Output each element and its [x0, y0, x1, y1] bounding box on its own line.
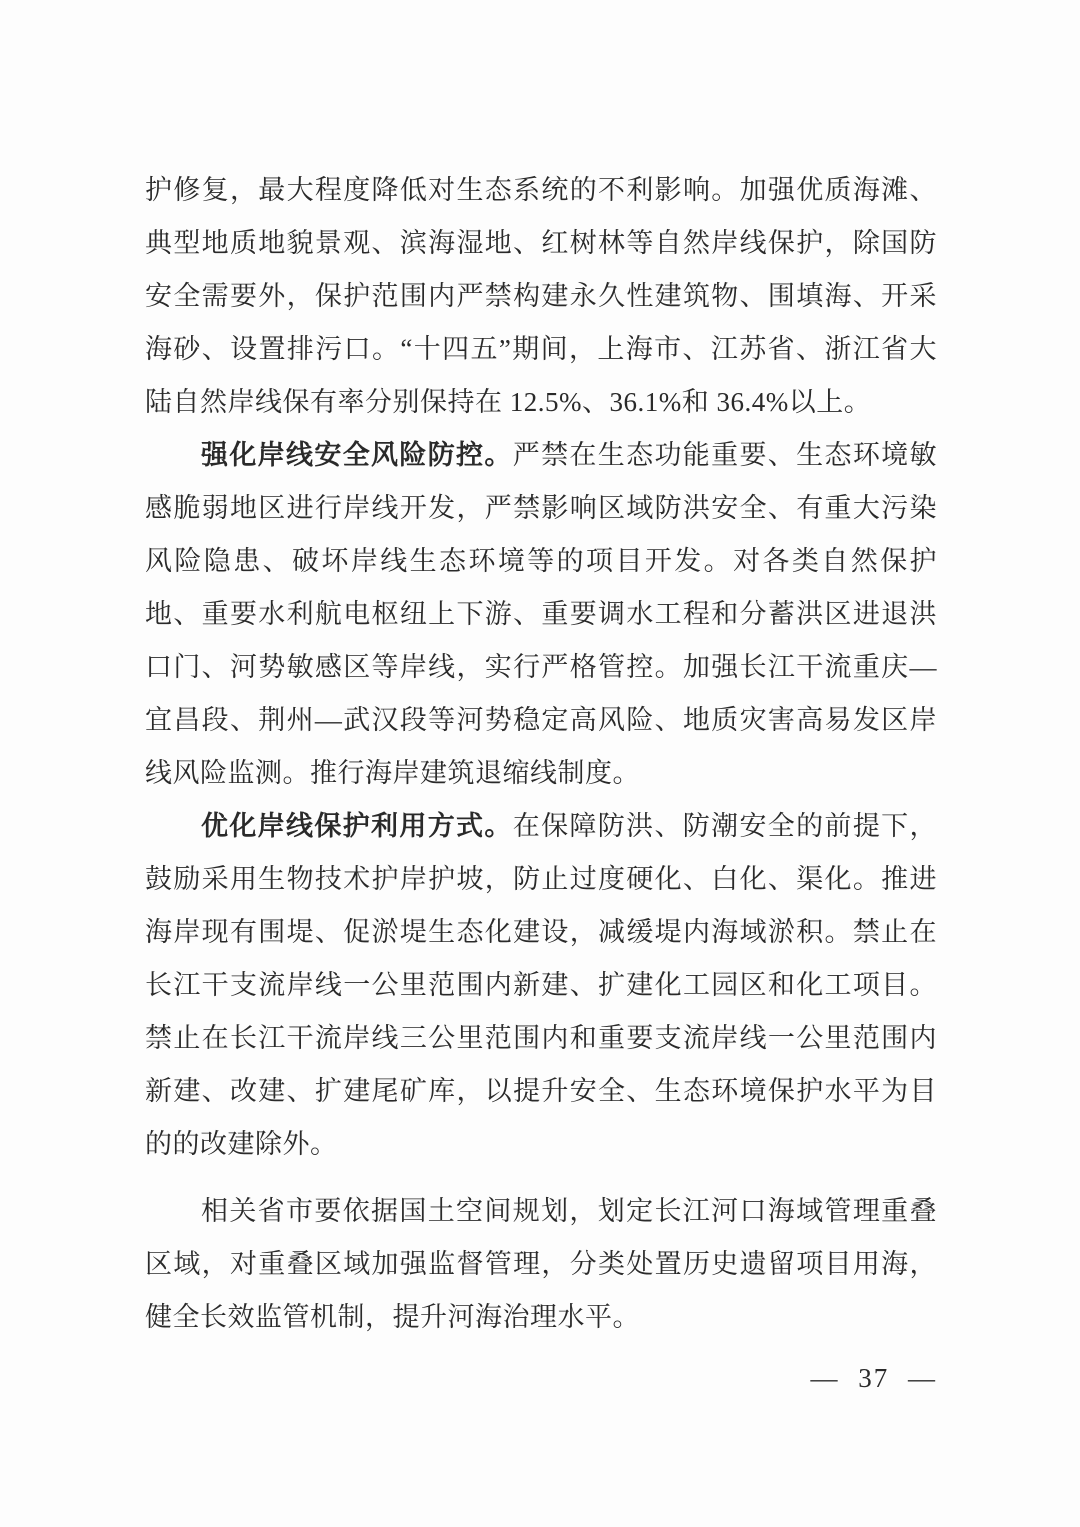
- paragraph-lead-bold: 强化岸线安全风险防控。: [201, 440, 513, 470]
- paragraph-shoreline-safety-risk-control: [145, 429, 937, 800]
- paragraph-text: 在保障防洪、防潮安全的前提下，鼓励采用生物技术护岸护坡，防止过度硬化、白化、渠化。推进海岸现有围堤、促淤堤生态化建设，减缓堤内海域淤积。禁止在长江干支流岸线一公里范围内新建、扩建化工园区和化工项目。禁止在长江干流岸线三公里范围内和重要支流岸线一公里范围内新建、改建、扩建尾矿库，以提升安全、生态环境保护水平为目的的改建除外。: [145, 811, 938, 1159]
- page-number: — 37 —: [810, 1363, 937, 1393]
- page-footer: [145, 1358, 937, 1398]
- paragraph-estuary-overlap-management: [145, 1185, 937, 1344]
- paragraph-text: 严禁在生态功能重要、生态环境敏感脆弱地区进行岸线开发，严禁影响区域防洪安全、有重大污染风险隐患、破坏岸线生态环境等的项目开发。对各类自然保护地、重要水利航电枢纽上下游、重要调水工程和分蓄洪区进退洪口门、河势敏感区等岸线，实行严格管控。加强长江干流重庆—宜昌段、荆州—武汉段等河势稳定高风险、地质灾害高易发区岸线风险监测。推行海岸建筑退缩线制度。: [145, 440, 938, 788]
- paragraph-ecological-restoration-continued: [145, 164, 937, 429]
- paragraph-lead-bold: 优化岸线保护利用方式。: [201, 811, 513, 841]
- paragraph-shoreline-protection-utilization: [145, 800, 937, 1171]
- paragraph-text: 相关省市要依据国土空间规划，划定长江河口海域管理重叠区域，对重叠区域加强监督管理，分类处置历史遗留项目用海，健全长效监管机制，提升河海治理水平。: [145, 1196, 937, 1332]
- document-body: [145, 164, 937, 1344]
- paragraph-text: 护修复，最大程度降低对生态系统的不利影响。加强优质海滩、典型地质地貌景观、滨海湿地、红树林等自然岸线保护，除国防安全需要外，保护范围内严禁构建永久性建筑物、围填海、开采海砂、设置排污口。“十四五”期间，上海市、江苏省、浙江省大陆自然岸线保有率分别保持在 12.5%、36.1%和 36.4%以上。: [145, 175, 937, 417]
